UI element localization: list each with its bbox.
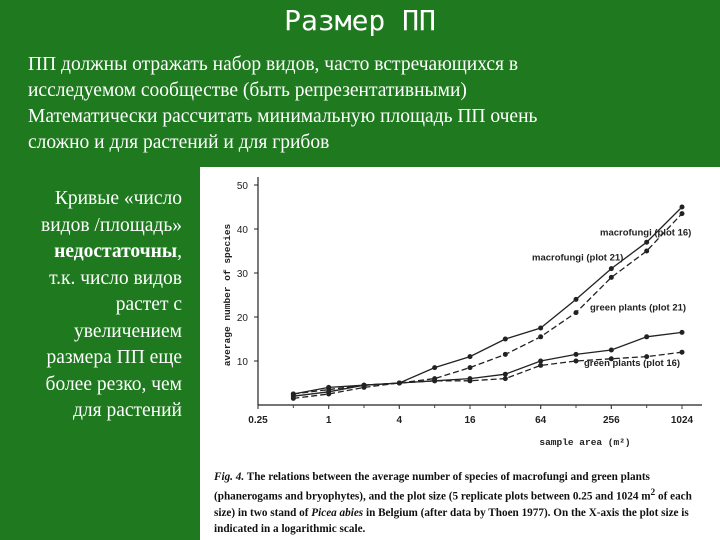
data-point [362,383,367,388]
chart-marks [291,205,691,401]
data-point [680,330,685,335]
x-tick-label: 4 [396,415,403,426]
data-point [468,365,473,370]
series-label: green plants (plot 21) [590,302,687,314]
figure-caption [214,469,714,537]
y-tick-label: 40 [236,225,248,236]
side-line: растет с [115,294,182,315]
side-line: Кривые «число [54,188,182,209]
slide-title: Размер ПП [284,4,436,37]
data-point [503,372,508,377]
data-point [538,359,543,364]
data-point [574,310,579,315]
caption-text: in Belgium (after data by Thoen 1977). On the X-axis the plot size is indicated in a logarithmic scale. [214,506,689,535]
data-point [644,249,649,254]
data-point [538,326,543,331]
side-line-emphasis [2,239,182,266]
data-point [680,211,685,216]
data-point [432,365,437,370]
series-label: macrofungi (plot 16) [600,227,692,239]
data-point [680,205,685,210]
data-point [609,275,614,280]
data-point [397,381,402,386]
data-point [574,297,579,302]
side-line: более резко, чем [45,373,182,395]
data-point [291,392,296,397]
data-point [574,352,579,357]
x-axis-label: sample area (m²) [539,437,631,448]
side-line: для растений [72,400,182,421]
x-tick-label: 1024 [670,415,694,426]
data-point [609,348,614,353]
data-point [503,376,508,381]
y-tick-label: 10 [236,357,248,368]
side-line: т.к. число видов [49,267,182,289]
y-tick-label: 20 [236,313,248,324]
y-axis-label: average number of species [222,223,233,367]
bold-word: недостаточны [54,241,178,262]
body-line: сложно и для растений и для грибов [28,132,330,153]
side-line: видов /площадь» [41,214,182,236]
body-line: исследуемом сообществе (быть репрезентативными) [28,80,467,101]
data-point [432,378,437,383]
data-point [326,392,331,397]
x-tick-label: 64 [535,415,547,426]
x-tick-label: 1 [325,415,332,426]
caption-text: The relations between the average number of species of macrofungi and green plants (phanerogams and bryophytes), and the plot size (5 replicate plots between 0.25 and 1024 m [214,471,651,503]
y-tick-label: 50 [236,181,248,192]
bold-word-punct: , [177,241,182,262]
series-label: macrofungi (plot 21) [532,252,624,264]
data-point [326,387,331,392]
series-label: green plants (plot 16) [584,358,681,370]
figure-panel [200,167,720,540]
caption-species: Picea abies [311,506,364,519]
body-text [28,52,708,156]
caption-fig-label: Fig. 4. [214,471,245,483]
data-point [503,352,508,357]
caption-sup: 2 [650,488,656,498]
data-point [538,363,543,368]
data-point [609,266,614,271]
data-point [468,378,473,383]
x-tick-label: 256 [602,415,620,426]
data-point [574,359,579,364]
body-line: ПП должны отражать набор видов, часто встречающихся в [28,54,519,75]
data-point [644,334,649,339]
data-point [644,240,649,245]
x-tick-label: 16 [464,415,476,426]
data-point [503,337,508,342]
data-point [468,354,473,359]
side-text [2,186,182,425]
data-point [291,396,296,401]
y-tick-label: 30 [236,269,248,280]
species-area-chart [200,167,720,467]
body-line: Математически рассчитать минимальную площадь ПП очень [28,106,538,127]
x-tick-label: 0.25 [248,415,268,426]
data-point [680,350,685,355]
caption-text: of each size) in two stand of [214,490,692,519]
side-line: размера ПП еще [46,347,182,368]
side-line: увеличением [74,320,182,342]
data-point [538,334,543,339]
